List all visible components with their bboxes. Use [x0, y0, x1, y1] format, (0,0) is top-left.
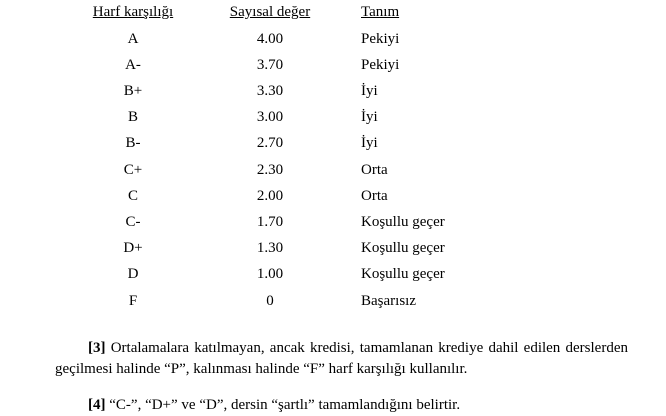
cell-letter: D [127, 266, 139, 282]
table-row [0, 211, 666, 233]
cell-numeric: 1.70 [256, 214, 284, 230]
table-header-row [0, 1, 666, 23]
cell-description: İyi [361, 135, 378, 151]
cell-numeric: 1.00 [256, 266, 284, 282]
table-row [0, 80, 666, 102]
cell-letter: C- [125, 214, 141, 230]
cell-description: Koşullu geçer [361, 214, 445, 230]
cell-letter: D+ [123, 240, 143, 256]
footnote-4-ref: [4] [88, 397, 106, 413]
cell-letter: B- [125, 135, 141, 151]
cell-numeric: 4.00 [256, 31, 284, 47]
table-row [0, 237, 666, 259]
cell-numeric: 2.30 [256, 162, 284, 178]
cell-numeric: 1.30 [256, 240, 284, 256]
table-row [0, 185, 666, 207]
table-row [0, 132, 666, 154]
footnote-4-text: “C-”, “D+” ve “D”, dersin “şartlı” tamamlandığını belirtir. [105, 397, 461, 413]
footnote-4 [88, 395, 460, 416]
cell-description: İyi [361, 83, 378, 99]
cell-letter: B [127, 109, 138, 125]
header-letter: Harf karşılığı [92, 4, 174, 20]
table-row [0, 159, 666, 181]
cell-description: Başarısız [361, 293, 416, 309]
footnote-3 [55, 338, 628, 380]
cell-description: Koşullu geçer [361, 240, 445, 256]
cell-numeric: 3.00 [256, 109, 284, 125]
table-row [0, 106, 666, 128]
cell-numeric: 2.00 [256, 188, 284, 204]
table-row [0, 263, 666, 285]
header-numeric: Sayısal değer [229, 4, 311, 20]
footnote-3-ref: [3] [88, 340, 106, 356]
cell-numeric: 2.70 [256, 135, 284, 151]
table-row [0, 28, 666, 50]
cell-letter: C [127, 188, 138, 204]
cell-letter: B+ [123, 83, 143, 99]
footnotes [55, 338, 628, 413]
footnote-3-text: Ortalamalara katılmayan, ancak kredisi, tamamlanan krediye dahil edilen derslerden geçilmesi halinde “P”, kalınması halinde “F” harf karşılığı kullanılır. [55, 340, 628, 377]
cell-letter: A- [125, 57, 141, 73]
cell-description: İyi [361, 109, 378, 125]
table-row [0, 290, 666, 312]
cell-description: Pekiyi [361, 31, 400, 47]
cell-numeric: 0 [266, 293, 274, 309]
cell-description: Orta [361, 162, 388, 178]
cell-numeric: 3.70 [256, 57, 284, 73]
header-description: Tanım [361, 4, 400, 20]
cell-description: Pekiyi [361, 57, 400, 73]
cell-letter: C+ [123, 162, 143, 178]
cell-description: Orta [361, 188, 388, 204]
cell-letter: F [128, 293, 138, 309]
cell-numeric: 3.30 [256, 83, 284, 99]
cell-letter: A [127, 31, 139, 47]
cell-description: Koşullu geçer [361, 266, 445, 282]
table-row [0, 54, 666, 76]
